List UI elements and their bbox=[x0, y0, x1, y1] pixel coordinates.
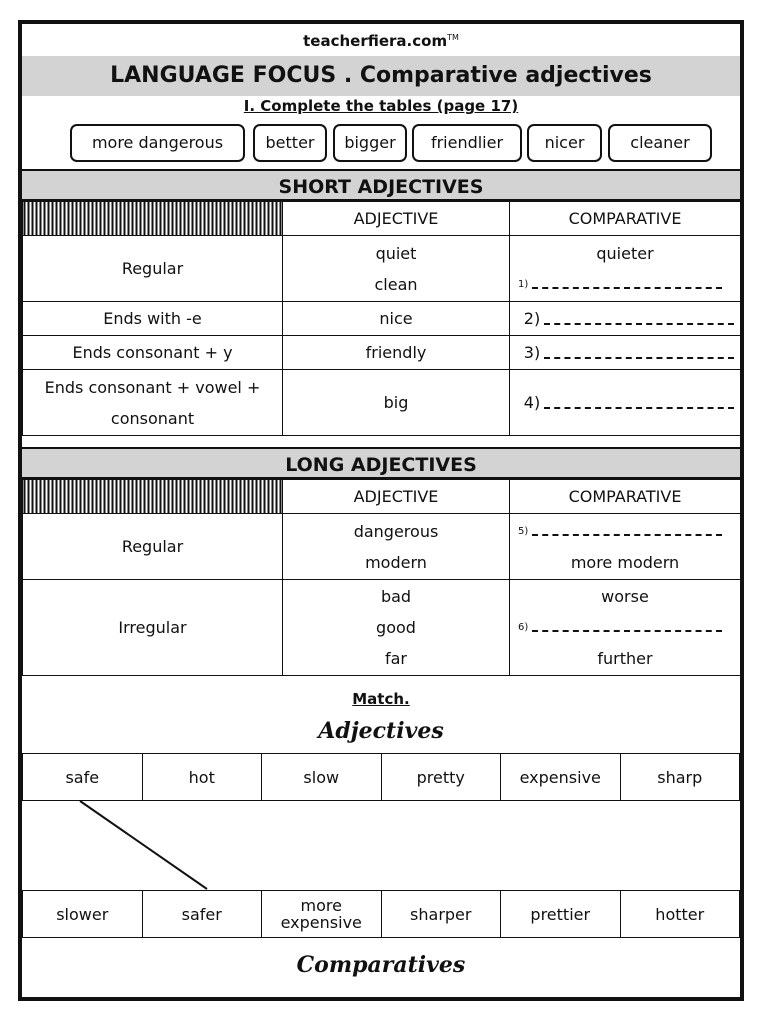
answer-blank[interactable] bbox=[510, 612, 740, 643]
comparative-word: quieter bbox=[596, 243, 654, 263]
adjectives-heading: Adjectives bbox=[318, 718, 444, 744]
adjective-word: dangerous bbox=[353, 521, 439, 541]
adjective-cell: friendly bbox=[283, 336, 510, 370]
answer-blank[interactable] bbox=[510, 269, 740, 300]
answer-blank[interactable] bbox=[510, 516, 740, 547]
blank-number: 2) bbox=[523, 309, 541, 328]
brand-line bbox=[22, 32, 740, 50]
table-row bbox=[23, 302, 741, 336]
table-row bbox=[23, 514, 741, 580]
long-adjectives-table bbox=[22, 479, 741, 676]
word-chip: better bbox=[253, 124, 327, 162]
comparative-word: further bbox=[597, 649, 653, 668]
adjective-cell bbox=[283, 580, 510, 676]
match-instruction: Match. bbox=[352, 690, 410, 708]
adjective-box[interactable]: pretty bbox=[381, 754, 501, 801]
comparative-word: worse bbox=[601, 587, 649, 606]
answer-blank[interactable] bbox=[510, 370, 741, 436]
trademark-mark: TM bbox=[447, 33, 459, 42]
blank-number: 5) bbox=[518, 525, 529, 537]
rule-cell: Regular bbox=[23, 236, 283, 302]
word-chip: cleaner bbox=[608, 124, 712, 162]
short-adjectives-table bbox=[22, 201, 741, 436]
rule-cell: Ends consonant + y bbox=[23, 336, 283, 370]
blank-line bbox=[532, 622, 722, 632]
blank-line bbox=[544, 349, 734, 359]
adjective-word: bad bbox=[380, 587, 412, 606]
rule-cell: Ends consonant + vowel + consonant bbox=[23, 370, 283, 436]
comparative-cell bbox=[510, 236, 741, 302]
adjective-word: good bbox=[376, 618, 416, 637]
column-header-comparative: COMPARATIVE bbox=[510, 480, 741, 514]
table-row bbox=[23, 580, 741, 676]
adjective-word: clean bbox=[374, 274, 418, 294]
brand-name: teacherfiera.com bbox=[303, 32, 448, 50]
rule-cell: Ends with -e bbox=[23, 302, 283, 336]
adjective-word: far bbox=[384, 649, 407, 668]
hatched-cell bbox=[23, 202, 283, 236]
adjectives-row bbox=[22, 753, 740, 801]
adjective-cell: nice bbox=[283, 302, 510, 336]
connector-line bbox=[80, 801, 207, 889]
table-row bbox=[23, 370, 741, 436]
answer-blank[interactable] bbox=[510, 336, 741, 370]
blank-line bbox=[532, 526, 722, 536]
rule-cell: Regular bbox=[23, 514, 283, 580]
blank-number: 1) bbox=[518, 278, 529, 290]
comparative-box[interactable]: hotter bbox=[620, 891, 740, 938]
comparative-box[interactable]: prettier bbox=[501, 891, 621, 938]
comparative-box[interactable]: slower bbox=[23, 891, 143, 938]
adjective-cell bbox=[283, 514, 510, 580]
worksheet bbox=[18, 20, 744, 1001]
column-header-comparative: COMPARATIVE bbox=[510, 202, 741, 236]
short-adjectives-heading: SHORT ADJECTIVES bbox=[22, 169, 740, 201]
table-header-row bbox=[23, 202, 741, 236]
adjective-cell: big bbox=[283, 370, 510, 436]
comparative-cell bbox=[510, 580, 741, 676]
table-row bbox=[23, 336, 741, 370]
comparative-box[interactable]: sharper bbox=[381, 891, 501, 938]
comparative-cell bbox=[510, 514, 741, 580]
long-adjectives-heading: LONG ADJECTIVES bbox=[22, 447, 740, 479]
match-connector-line bbox=[22, 799, 740, 891]
instruction-text: I. Complete the tables (page 17) bbox=[243, 97, 519, 115]
hatched-cell bbox=[23, 480, 283, 514]
adjective-word: quiet bbox=[375, 243, 417, 263]
adjective-box[interactable]: hot bbox=[142, 754, 262, 801]
table-header-row bbox=[23, 480, 741, 514]
comparatives-row bbox=[22, 890, 740, 938]
adjective-box[interactable]: sharp bbox=[620, 754, 740, 801]
word-chip: friendlier bbox=[412, 124, 522, 162]
comparative-box[interactable]: safer bbox=[142, 891, 262, 938]
word-chip: more dangerous bbox=[70, 124, 245, 162]
blank-line bbox=[544, 315, 734, 325]
word-chip: nicer bbox=[527, 124, 602, 162]
blank-line bbox=[544, 399, 734, 409]
comparative-word: more modern bbox=[570, 552, 680, 572]
blank-number: 3) bbox=[523, 343, 541, 362]
word-chip: bigger bbox=[333, 124, 407, 162]
adjective-word: modern bbox=[365, 552, 427, 572]
adjective-box[interactable]: slow bbox=[262, 754, 382, 801]
blank-line bbox=[532, 279, 722, 289]
rule-cell: Irregular bbox=[23, 580, 283, 676]
table-row bbox=[23, 236, 741, 302]
answer-blank[interactable] bbox=[510, 302, 741, 336]
adjective-box[interactable]: safe bbox=[23, 754, 143, 801]
column-header-adjective: ADJECTIVE bbox=[283, 480, 510, 514]
column-header-adjective: ADJECTIVE bbox=[283, 202, 510, 236]
comparative-box[interactable]: more expensive bbox=[262, 891, 382, 938]
adjective-cell bbox=[283, 236, 510, 302]
adjective-box[interactable]: expensive bbox=[501, 754, 621, 801]
comparatives-heading: Comparatives bbox=[296, 952, 466, 978]
blank-number: 4) bbox=[523, 393, 541, 412]
page-title: LANGUAGE FOCUS . Comparative adjectives bbox=[22, 56, 740, 96]
blank-number: 6) bbox=[518, 622, 529, 633]
